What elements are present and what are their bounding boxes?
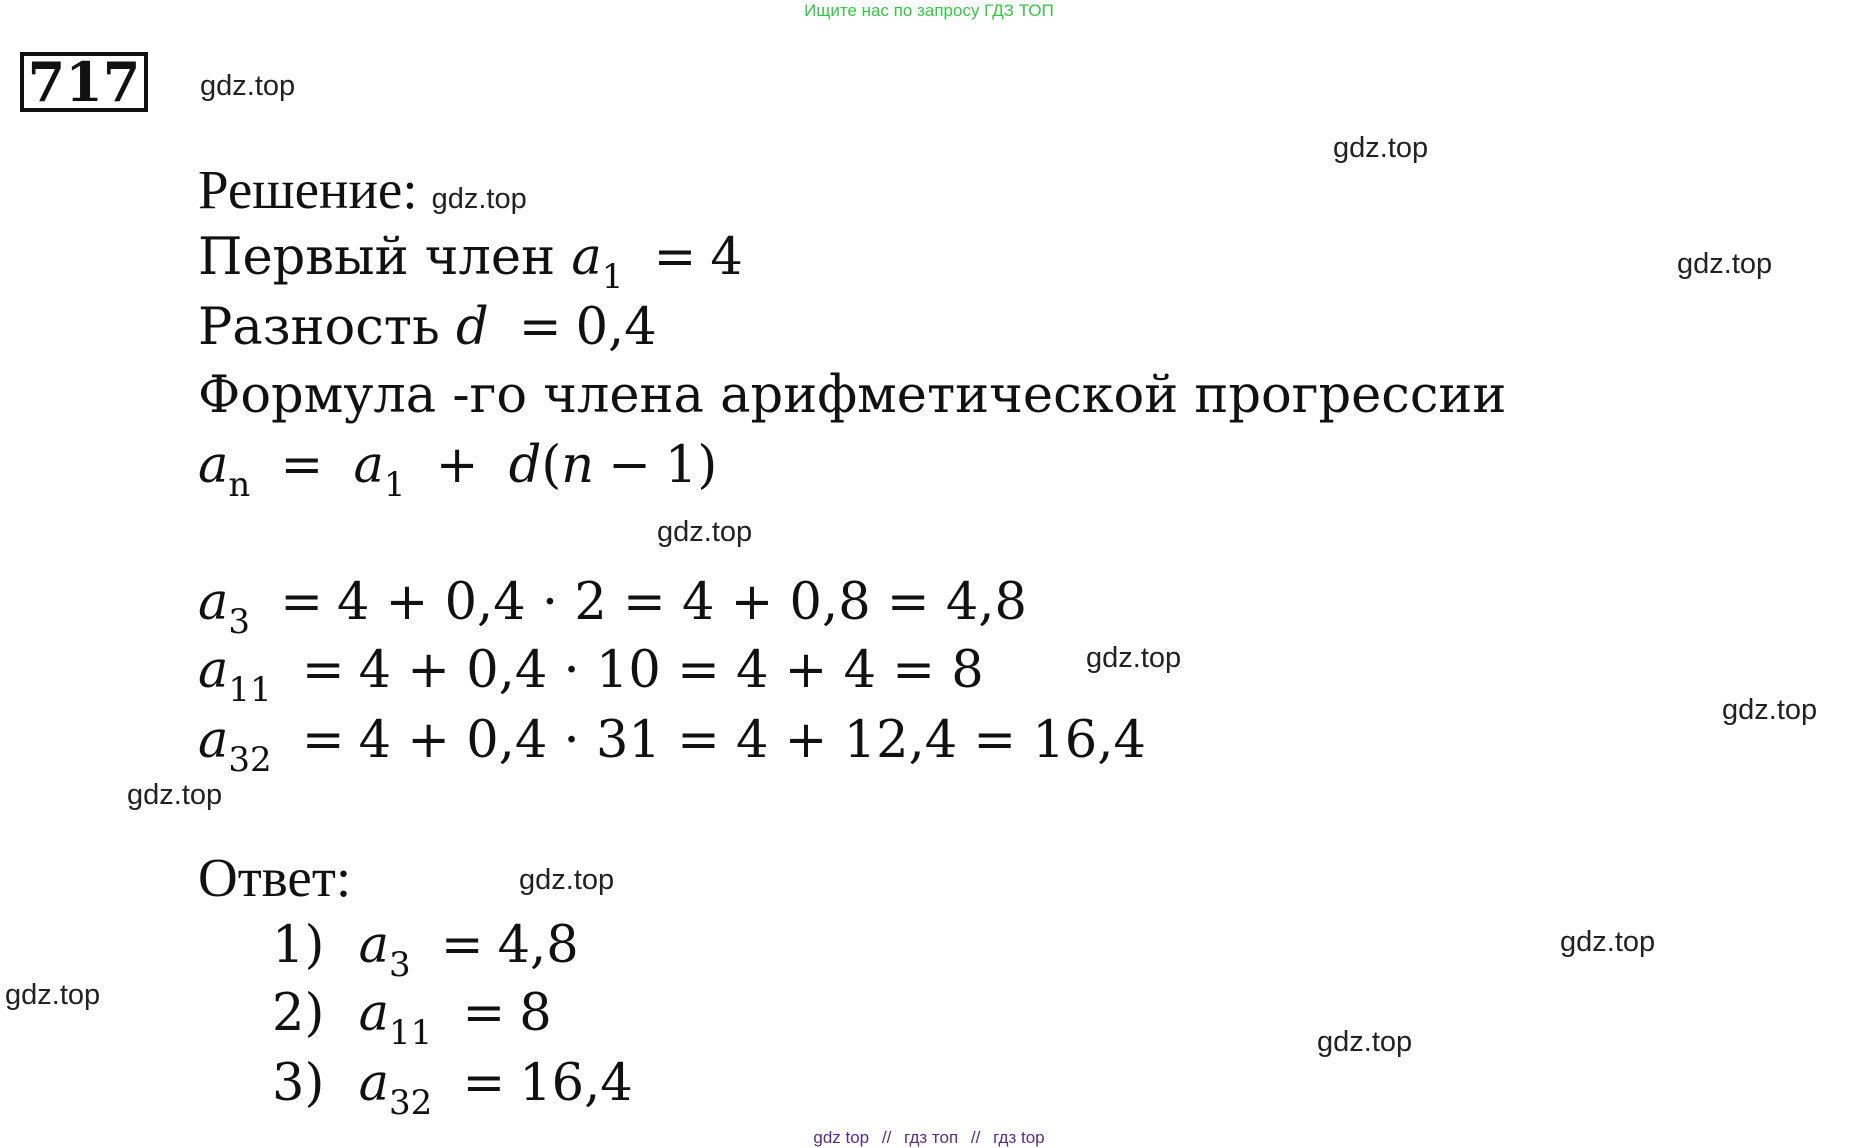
first-term-line: Первый член $a_1 = 4$	[198, 228, 743, 297]
calc-a32-rhs: 4 + 0,4 · 31 = 4 + 12,4 = 16,4	[358, 711, 1146, 770]
a1-var: a	[571, 228, 602, 287]
watermark: gdz.top	[1722, 694, 1818, 726]
footer-sep: //	[881, 1128, 892, 1147]
calc-a11-rhs: 4 + 0,4 · 10 = 4 + 4 = 8	[358, 641, 984, 700]
formula-label: Формула -го члена арифметической прогрессии	[198, 366, 1507, 425]
calc-a32: $a_{32} = 4 + 0,4 \cdot 31 = 4 + 12,4 = 16,4$	[198, 711, 1146, 780]
watermark: gdz.top	[1086, 642, 1182, 674]
watermark: gdz.top	[519, 864, 615, 896]
watermark: gdz.top	[1677, 248, 1773, 280]
difference-label: Разность	[198, 298, 440, 357]
answer-heading: Ответ:	[198, 847, 352, 908]
watermark: gdz.top	[127, 779, 223, 811]
answer-item-1: 1) $a_3 = 4,8$	[272, 916, 579, 985]
watermark: gdz.top	[1560, 926, 1656, 958]
footer-sep: //	[970, 1128, 981, 1147]
footer-link-2[interactable]: гдз топ	[904, 1128, 959, 1147]
watermark: gdz.top	[431, 183, 527, 215]
difference-line: Разность d = 0,4	[198, 298, 657, 357]
d-value: 0,4	[575, 298, 657, 357]
watermark: gdz.top	[1317, 1026, 1413, 1058]
watermark: gdz.top	[5, 979, 101, 1011]
calc-a3: $a_3 = 4 + 0,4 \cdot 2 = 4 + 0,8 = 4,8$	[198, 573, 1027, 642]
task-number-box: 717	[20, 52, 148, 112]
a1-value: 4	[710, 228, 743, 287]
footer-link-1[interactable]: gdz top	[813, 1128, 870, 1147]
first-term-label: Первый член	[198, 228, 556, 287]
solution-heading-text: Решение:	[198, 159, 418, 220]
footer-link-3[interactable]: гдз top	[993, 1128, 1045, 1147]
solution-heading	[198, 160, 527, 229]
watermark: gdz.top	[657, 516, 753, 548]
answer-item-3: 3) $a_{32} = 16,4$	[272, 1054, 633, 1123]
watermark: gdz.top	[1333, 132, 1429, 164]
d-var: d	[456, 298, 489, 357]
watermark: gdz.top	[200, 70, 296, 102]
footer-links	[0, 1128, 1858, 1148]
nth-term-formula: $a_n = a_1 + d(n - 1)$	[198, 436, 718, 505]
top-banner[interactable]: Ищите нас по запросу ГДЗ ТОП	[804, 1, 1054, 20]
a1-sub: 1	[601, 257, 624, 297]
calc-a3-rhs: 4 + 0,4 · 2 = 4 + 0,8 = 4,8	[337, 573, 1027, 632]
answer-item-2: 2) $a_{11} = 8$	[272, 984, 552, 1053]
calc-a11: $a_{11} = 4 + 0,4 \cdot 10 = 4 + 4 = 8$	[198, 641, 984, 710]
